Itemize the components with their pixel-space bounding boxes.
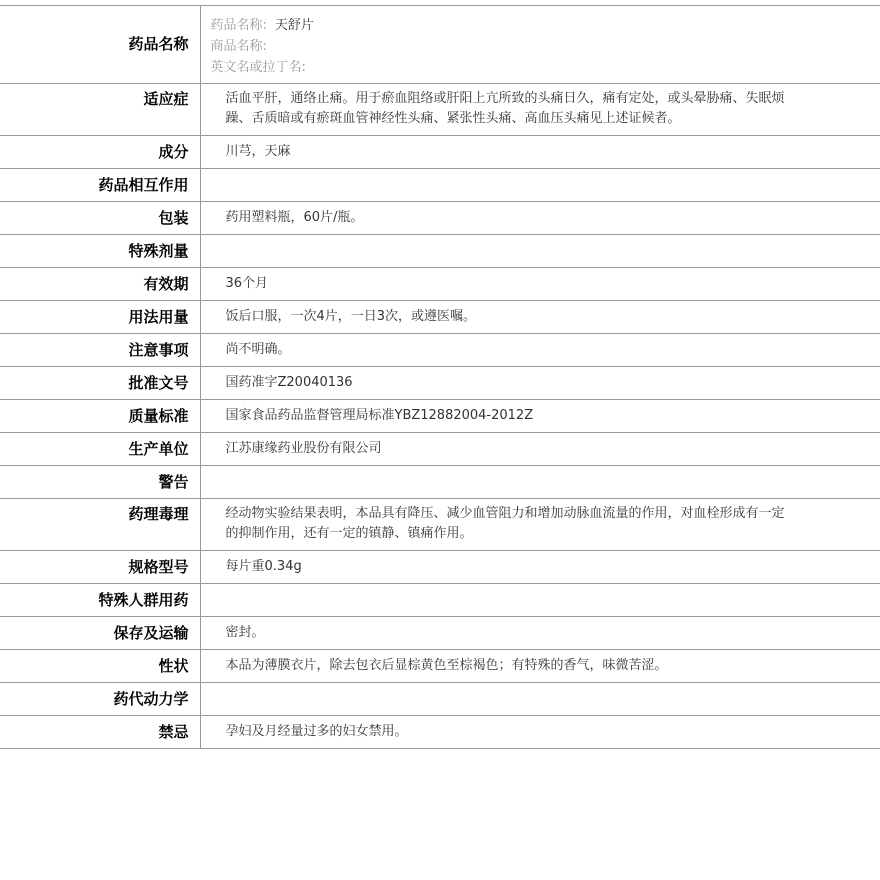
drug-spec-table (0, 5, 880, 749)
table-row (0, 334, 880, 367)
table-row (0, 650, 880, 683)
row-value (200, 466, 880, 499)
row-value (200, 235, 880, 268)
row-value (200, 169, 880, 202)
row-value: 饭后口服，一次4片，一日3次，或遵医嘱。 (200, 301, 880, 334)
trade-name-label: 商品名称: (210, 39, 267, 54)
table-row (0, 136, 880, 169)
row-label: 注意事项 (128, 341, 189, 359)
row-label (0, 6, 200, 84)
table-row (0, 367, 880, 400)
english-name-line (211, 57, 880, 78)
row-label: 药理毒理 (128, 505, 189, 523)
row-value: 活血平肝，通络止痛。用于瘀血阻络或肝阳上亢所致的头痛日久，痛有定处，或头晕胁痛、失眠烦躁、舌质暗或有瘀斑血管神经性头痛、紧张性头痛、高血压头痛见上述证候者。 (200, 84, 880, 136)
row-label: 包装 (158, 209, 189, 227)
row-label: 有效期 (143, 275, 189, 293)
row-label: 生产单位 (128, 440, 189, 458)
table-row (0, 268, 880, 301)
row-label: 规格型号 (128, 558, 189, 576)
row-label: 用法用量 (128, 308, 189, 326)
row-label: 药代动力学 (113, 690, 189, 708)
name-row (0, 6, 880, 84)
row-label: 特殊人群用药 (98, 591, 189, 609)
table-row (0, 683, 880, 716)
row-label: 保存及运输 (113, 624, 189, 642)
row-label: 质量标准 (128, 407, 189, 425)
row-value: 药用塑料瓶，60片/瓶。 (200, 202, 880, 235)
row-value: 孕妇及月经量过多的妇女禁用。 (200, 716, 880, 749)
row-value: 江苏康缘药业股份有限公司 (200, 433, 880, 466)
trade-name-line (211, 36, 880, 57)
row-label: 成分 (158, 143, 189, 161)
row-value: 国药准字Z20040136 (200, 367, 880, 400)
table-row (0, 584, 880, 617)
row-value: 密封。 (200, 617, 880, 650)
row-value: 川芎，天麻 (200, 136, 880, 169)
name-label: 药品名称 (128, 35, 189, 53)
table-row (0, 84, 880, 136)
table-row (0, 617, 880, 650)
english-name-label: 英文名或拉丁名: (210, 60, 306, 75)
table-row (0, 466, 880, 499)
row-value: 尚不明确。 (200, 334, 880, 367)
row-value: 每片重0.34g (200, 551, 880, 584)
table-row (0, 169, 880, 202)
row-label: 药品相互作用 (98, 176, 189, 194)
table-row (0, 235, 880, 268)
table-row (0, 202, 880, 235)
table-row (0, 716, 880, 749)
row-label: 适应症 (143, 90, 189, 108)
row-value (200, 584, 880, 617)
drug-name-line (211, 15, 880, 36)
table-row (0, 499, 880, 551)
drug-name-label: 药品名称: (210, 18, 267, 33)
drug-name-value: 天舒片 (274, 18, 314, 33)
row-value: 国家食品药品监督管理局标准YBZ12882004-2012Z (200, 400, 880, 433)
table-row (0, 400, 880, 433)
row-label: 警告 (158, 473, 189, 491)
row-label: 批准文号 (128, 374, 189, 392)
row-label: 特殊剂量 (128, 242, 189, 260)
row-value (200, 683, 880, 716)
name-values (200, 6, 880, 84)
row-value: 36个月 (200, 268, 880, 301)
row-label: 性状 (158, 657, 189, 675)
table-row (0, 301, 880, 334)
row-value: 经动物实验结果表明，本品具有降压、减少血管阻力和增加动脉血流量的作用，对血栓形成有一定的抑制作用，还有一定的镇静、镇痛作用。 (200, 499, 880, 551)
table-row (0, 551, 880, 584)
row-label: 禁忌 (158, 723, 189, 741)
row-value: 本品为薄膜衣片，除去包衣后显棕黄色至棕褐色；有特殊的香气，味微苦涩。 (200, 650, 880, 683)
table-row (0, 433, 880, 466)
